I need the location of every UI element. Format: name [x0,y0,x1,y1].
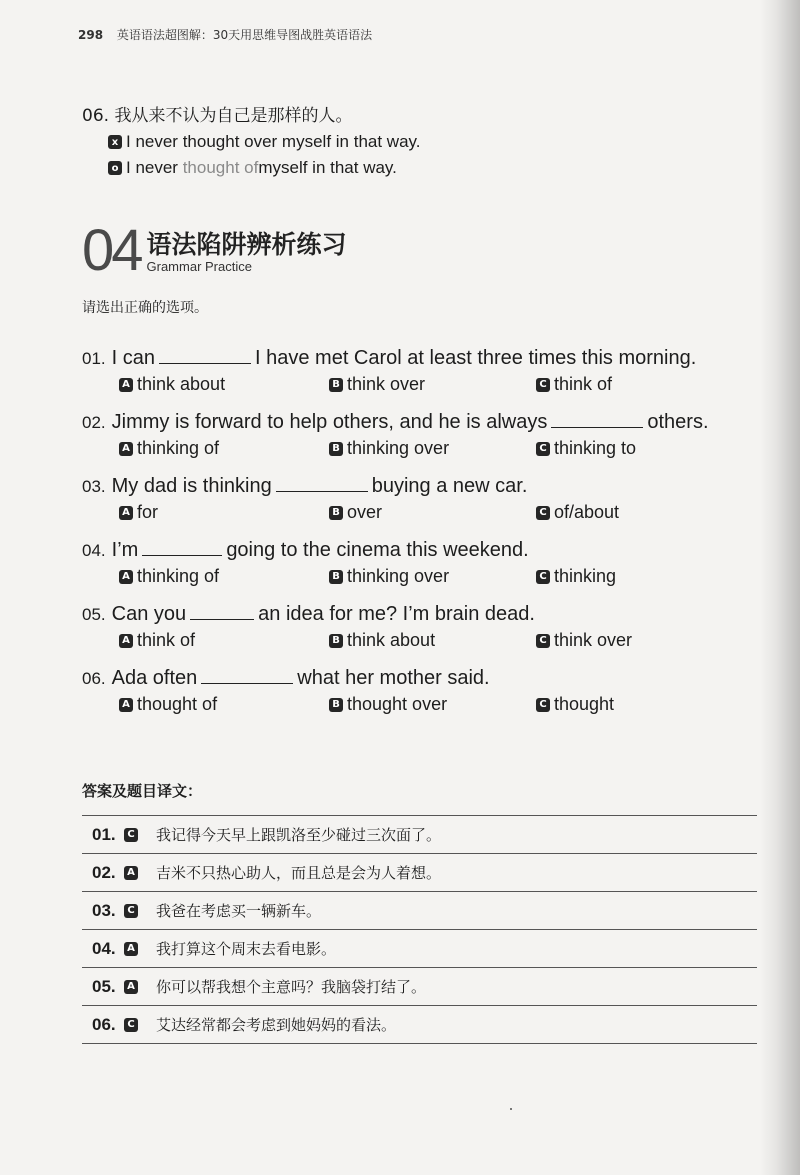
option-c [536,374,612,395]
question-text [82,601,742,628]
question-number: 06. [82,669,106,688]
option-c [536,566,616,587]
question-item [82,409,742,473]
answer-translation: 你可以帮我想个主意吗？我脑袋打结了。 [156,978,427,996]
question-text-after: I have met Carol at least three times this morning. [255,347,697,369]
right-mark-icon: o [108,161,122,175]
answer-translation: 我爸在考虑买一辆新车。 [156,902,322,920]
option-letter-icon: C [536,570,550,584]
option-a [119,502,158,523]
option-text: think over [347,374,426,394]
option-c [536,630,632,651]
option-text: think of [554,374,613,394]
answer-blank [201,665,293,684]
option-text: thinking to [554,438,637,458]
answer-blank [276,473,368,492]
option-row [82,628,742,652]
example-wrong-line [108,132,421,152]
question-text-after: an idea for me? I’m brain dead. [258,603,535,625]
option-letter-icon: A [119,634,133,648]
option-text: thinking [554,566,617,586]
question-text-before: I can [111,347,155,369]
option-letter-icon: C [536,634,550,648]
answer-row [82,968,757,1006]
answer-row [82,854,757,892]
wrong-mark-icon: x [108,135,122,149]
question-item [82,601,742,665]
answer-number: 06. [92,1014,116,1034]
question-text [82,665,742,692]
option-c [536,438,636,459]
option-text: for [137,502,159,522]
page-speck [510,1108,512,1110]
answer-row [82,930,757,968]
option-b [329,502,382,523]
option-text: thought [554,694,615,714]
option-text: thought over [347,694,448,714]
section-heading [82,218,347,283]
question-list [82,345,742,729]
answer-letter-icon: C [124,904,138,918]
option-b [329,630,435,651]
option-a [119,630,195,651]
option-letter-icon: A [119,570,133,584]
question-text-before: Ada often [111,667,198,689]
answer-row [82,1006,757,1044]
answer-letter-icon: A [124,866,138,880]
option-b [329,694,447,715]
example-block [82,101,421,184]
question-number: 02. [82,413,106,432]
option-row [82,372,742,396]
book-title: 英语语法超图解：30天用思维导图战胜英语语法 [116,28,373,42]
example-right-line [108,158,421,178]
option-a [119,374,225,395]
page-number: 298 [78,28,104,42]
option-letter-icon: A [119,698,133,712]
option-letter-icon: C [536,378,550,392]
question-item [82,665,742,729]
option-text: think about [137,374,226,394]
option-letter-icon: B [329,506,343,520]
example-right-text-after: myself in that way. [258,158,397,177]
answer-number: 01. [92,824,116,844]
option-text: thinking of [137,566,220,586]
question-text-after: buying a new car. [371,475,528,497]
question-item [82,473,742,537]
option-c [536,502,619,523]
example-right-highlight: thought of [182,158,259,177]
answer-translation: 吉米不只热心助人，而且总是会为人着想。 [156,864,442,882]
option-a [119,694,217,715]
answer-number: 05. [92,976,116,996]
option-letter-icon: B [329,442,343,456]
page-spine-shadow [760,0,800,1175]
answer-letter-icon: A [124,942,138,956]
option-b [329,374,425,395]
option-letter-icon: C [536,698,550,712]
example-number: 06. [82,106,110,126]
question-text-before: I’m [111,539,139,561]
question-text-after: going to the cinema this weekend. [226,539,529,561]
answer-number: 04. [92,938,116,958]
question-number: 05. [82,605,106,624]
answer-translation: 我打算这个周末去看电影。 [156,940,337,958]
question-number: 03. [82,477,106,496]
option-row [82,692,742,716]
question-number: 04. [82,541,106,560]
answer-blank [551,409,643,428]
answer-row [82,892,757,930]
section-subtitle: Grammar Practice [146,259,252,274]
option-b [329,438,449,459]
option-row [82,436,742,460]
option-text: thinking of [137,438,220,458]
option-text: thinking over [347,566,450,586]
answer-number: 03. [92,900,116,920]
running-header [78,26,372,43]
answer-blank [190,601,254,620]
answer-translation: 我记得今天早上跟凯洛至少碰过三次面了。 [156,826,442,844]
question-number: 01. [82,349,106,368]
question-text [82,537,742,564]
question-text [82,473,742,500]
option-b [329,566,449,587]
option-letter-icon: B [329,570,343,584]
answer-table [82,815,757,1044]
question-text [82,345,742,372]
option-letter-icon: A [119,378,133,392]
question-text-after: others. [647,411,709,433]
example-right-text-before: I never [126,158,183,177]
section-title: 语法陷阱辨析练习 [146,230,347,259]
option-a [119,438,219,459]
question-text-before: My dad is thinking [111,475,272,497]
option-letter-icon: B [329,378,343,392]
option-text: of/about [554,502,620,522]
option-letter-icon: C [536,442,550,456]
option-text: over [347,502,383,522]
answer-blank [142,537,222,556]
option-text: think about [347,630,436,650]
example-wrong-text: I never thought over myself in that way. [126,132,421,151]
option-text: think over [554,630,633,650]
option-letter-icon: B [329,634,343,648]
option-row [82,564,742,588]
option-letter-icon: B [329,698,343,712]
example-chinese: 我从来不认为自己是那样的人。 [114,106,353,126]
answers-title: 答案及题目译文： [82,782,203,800]
example-question [82,101,421,126]
option-row [82,500,742,524]
option-text: thought of [137,694,218,714]
section-number: 04 [82,218,141,283]
question-item [82,537,742,601]
option-letter-icon: A [119,506,133,520]
option-text: thinking over [347,438,450,458]
option-text: think of [137,630,196,650]
option-c [536,694,614,715]
question-text-before: Jimmy is forward to help others, and he is always [111,411,548,433]
answer-row [82,816,757,854]
answer-blank [159,345,251,364]
answer-letter-icon: C [124,828,138,842]
option-a [119,566,219,587]
answer-translation: 艾达经常都会考虑到她妈妈的看法。 [156,1016,397,1034]
question-text-before: Can you [111,603,187,625]
question-text [82,409,742,436]
question-item [82,345,742,409]
option-letter-icon: A [119,442,133,456]
answer-letter-icon: A [124,980,138,994]
instruction: 请选出正确的选项。 [82,300,208,316]
option-letter-icon: C [536,506,550,520]
question-text-after: what her mother said. [297,667,490,689]
answer-number: 02. [92,862,116,882]
answer-letter-icon: C [124,1018,138,1032]
